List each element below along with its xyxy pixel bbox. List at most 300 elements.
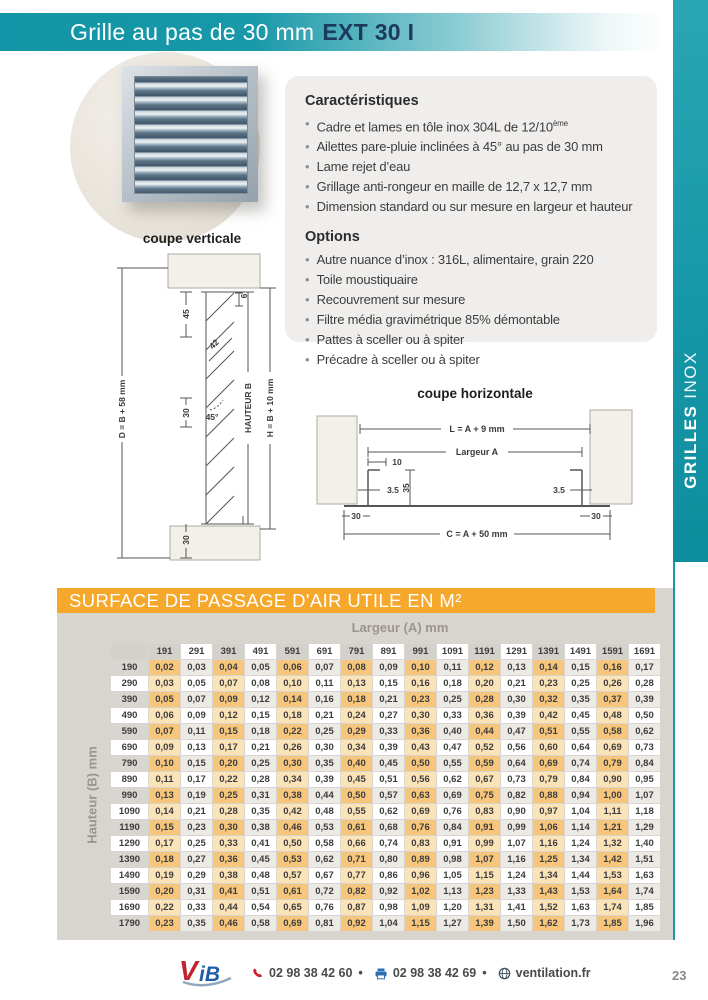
table-cell: 1,53 xyxy=(565,884,596,899)
bullet-icon: • xyxy=(305,139,310,155)
section-banner: SURFACE DE PASSAGE D'AIR UTILE EN M² xyxy=(57,588,655,613)
table-cell: 0,18 xyxy=(437,676,468,691)
table-cell: 0,50 xyxy=(629,708,660,723)
table-cell: 0,13 xyxy=(341,676,372,691)
bullet-text: Grillage anti-rongeur en maille de 12,7 x 12,7 mm xyxy=(316,179,593,195)
dim-30-mid-label: 30 xyxy=(181,408,191,418)
table-cell: 0,32 xyxy=(533,692,564,707)
dim-35-right-label: 3.5 xyxy=(553,485,565,495)
bullet-icon: • xyxy=(305,159,310,175)
row-header-cell: 1590 xyxy=(111,884,148,899)
table-row xyxy=(111,820,660,835)
bullet-icon: • xyxy=(305,116,310,131)
table-cell: 0,33 xyxy=(373,724,404,739)
dim-30-left-label: 30 xyxy=(351,511,361,521)
table-cell: 1,53 xyxy=(597,868,628,883)
table-cell: 0,29 xyxy=(181,868,212,883)
table-cell: 1,44 xyxy=(565,868,596,883)
table-cell: 0,26 xyxy=(277,740,308,755)
bullet-icon: • xyxy=(305,292,310,308)
table-cell: 0,58 xyxy=(309,836,340,851)
table-cell: 0,10 xyxy=(405,660,436,675)
table-row xyxy=(111,804,660,819)
table-cell: 0,28 xyxy=(245,772,276,787)
table-cell: 0,36 xyxy=(213,852,244,867)
col-header-cell: 991 xyxy=(405,644,436,659)
angle-45-label: 45° xyxy=(205,412,219,422)
table-cell: 1,63 xyxy=(629,868,660,883)
table-cell: 1,50 xyxy=(501,916,532,931)
col-header-cell: 1391 xyxy=(533,644,564,659)
table-cell: 0,59 xyxy=(469,756,500,771)
table-cell: 0,76 xyxy=(309,900,340,915)
table-cell: 0,95 xyxy=(629,772,660,787)
table-cell: 0,63 xyxy=(405,788,436,803)
table-cell: 0,82 xyxy=(501,788,532,803)
col-header-cell: 1691 xyxy=(629,644,660,659)
largeur-a-label: Largeur A xyxy=(455,447,499,457)
table-cell: 0,66 xyxy=(341,836,372,851)
table-cell: 0,33 xyxy=(213,836,244,851)
table-cell: 0,27 xyxy=(373,708,404,723)
table-cell: 0,23 xyxy=(405,692,436,707)
table-cell: 0,47 xyxy=(437,740,468,755)
table-cell: 0,39 xyxy=(309,772,340,787)
dim-h-label: H = B + 10 mm xyxy=(265,378,275,438)
table-cell: 1,20 xyxy=(437,900,468,915)
dim-35v-label: 35 xyxy=(401,483,411,493)
table-cell: 0,25 xyxy=(245,756,276,771)
table-cell: 0,12 xyxy=(469,660,500,675)
bullet-item xyxy=(305,270,649,290)
table-cell: 0,92 xyxy=(341,916,372,931)
col-header-cell: 1491 xyxy=(565,644,596,659)
table-row xyxy=(111,852,660,867)
table-cell: 0,56 xyxy=(501,740,532,755)
table-cell: 0,58 xyxy=(597,724,628,739)
table-cell: 1,02 xyxy=(405,884,436,899)
table-cell: 0,86 xyxy=(373,868,404,883)
table-cell: 0,98 xyxy=(373,900,404,915)
bullet-icon: • xyxy=(305,252,310,268)
table-cell: 0,13 xyxy=(181,740,212,755)
col-header-cell: 891 xyxy=(373,644,404,659)
table-cell: 0,19 xyxy=(181,788,212,803)
col-header-cell: 1191 xyxy=(469,644,500,659)
table-cell: 0,35 xyxy=(309,756,340,771)
website: ventilation.fr xyxy=(515,966,591,980)
table-cell: 1,52 xyxy=(533,900,564,915)
row-header-cell: 290 xyxy=(111,676,148,691)
col-header-cell: 591 xyxy=(277,644,308,659)
table-cell: 0,48 xyxy=(597,708,628,723)
table-cell: 0,09 xyxy=(181,708,212,723)
table-cell: 0,16 xyxy=(597,660,628,675)
table-cell: 0,30 xyxy=(501,692,532,707)
table-cell: 0,51 xyxy=(373,772,404,787)
table-cell: 0,84 xyxy=(565,772,596,787)
logo-v: V xyxy=(179,955,198,986)
col-header-cell: 691 xyxy=(309,644,340,659)
table-cell: 0,56 xyxy=(405,772,436,787)
bullet-item xyxy=(305,290,649,310)
table-cell: 0,91 xyxy=(437,836,468,851)
table-cell: 1,74 xyxy=(597,900,628,915)
table-cell: 0,58 xyxy=(245,916,276,931)
table-row xyxy=(111,788,660,803)
bullet-item xyxy=(305,177,649,197)
table-cell: 0,62 xyxy=(373,804,404,819)
bullet-item xyxy=(305,137,649,157)
col-header-cell: 1091 xyxy=(437,644,468,659)
table-cell: 0,74 xyxy=(373,836,404,851)
table-cell: 0,12 xyxy=(213,708,244,723)
side-banner xyxy=(673,0,708,562)
table-cell: 0,31 xyxy=(181,884,212,899)
table-cell: 0,07 xyxy=(149,724,180,739)
table-cell: 0,92 xyxy=(373,884,404,899)
bullet-item xyxy=(305,157,649,177)
table-cell: 0,09 xyxy=(149,740,180,755)
table-cell: 0,21 xyxy=(373,692,404,707)
table-cell: 0,69 xyxy=(533,756,564,771)
table-cell: 0,48 xyxy=(309,804,340,819)
bullet-item xyxy=(305,350,649,370)
table-cell: 0,38 xyxy=(213,868,244,883)
table-row xyxy=(111,884,660,899)
table-cell: 0,88 xyxy=(533,788,564,803)
table-cell: 0,81 xyxy=(309,916,340,931)
table-cell: 0,05 xyxy=(245,660,276,675)
table-cell: 0,13 xyxy=(501,660,532,675)
table-cell: 1,34 xyxy=(533,868,564,883)
table-cell: 0,15 xyxy=(213,724,244,739)
table-cell: 1,06 xyxy=(533,820,564,835)
table-cell: 0,20 xyxy=(149,884,180,899)
row-header-cell: 790 xyxy=(111,756,148,771)
characteristics-box xyxy=(285,76,657,368)
table-cell: 0,17 xyxy=(149,836,180,851)
table-cell: 0,20 xyxy=(469,676,500,691)
table-cell: 0,35 xyxy=(565,692,596,707)
page-title xyxy=(70,13,414,51)
table-cell: 0,13 xyxy=(149,788,180,803)
table-cell: 0,10 xyxy=(149,756,180,771)
table-cell: 0,39 xyxy=(501,708,532,723)
surface-table xyxy=(110,643,661,932)
table-cell: 0,16 xyxy=(309,692,340,707)
horizontal-section-title: coupe horizontale xyxy=(417,386,533,401)
table-cell: 0,57 xyxy=(373,788,404,803)
table-cell: 0,67 xyxy=(469,772,500,787)
table-cell: 0,94 xyxy=(565,788,596,803)
table-cell: 0,30 xyxy=(405,708,436,723)
table-row xyxy=(111,660,660,675)
dim-l-label: L = A + 9 mm xyxy=(449,424,505,434)
table-cell: 1,74 xyxy=(629,884,660,899)
table-cell: 1,14 xyxy=(565,820,596,835)
col-header-cell: 391 xyxy=(213,644,244,659)
bullet-icon: • xyxy=(305,199,310,215)
table-cell: 0,26 xyxy=(597,676,628,691)
table-cell: 0,24 xyxy=(341,708,372,723)
table-cell: 0,98 xyxy=(437,852,468,867)
table-cell: 0,15 xyxy=(565,660,596,675)
table-cell: 0,11 xyxy=(437,660,468,675)
page-title-model: EXT 30 I xyxy=(322,19,415,45)
table-cell: 0,42 xyxy=(533,708,564,723)
table-cell: 0,46 xyxy=(213,916,244,931)
table-cell: 1,07 xyxy=(469,852,500,867)
table-cell: 0,57 xyxy=(277,868,308,883)
table-cell: 0,06 xyxy=(149,708,180,723)
bullet-text: Filtre média gravimétrique 85% démontable xyxy=(316,312,560,328)
table-cell: 1,34 xyxy=(565,852,596,867)
table-cell: 0,44 xyxy=(309,788,340,803)
table-cell: 1,25 xyxy=(533,852,564,867)
table-cell: 1,85 xyxy=(597,916,628,931)
table-cell: 1,13 xyxy=(437,884,468,899)
table-cell: 1,33 xyxy=(501,884,532,899)
table-row xyxy=(111,756,660,771)
table-cell: 1,16 xyxy=(533,836,564,851)
table-cell: 0,25 xyxy=(181,836,212,851)
table-cell: 0,22 xyxy=(277,724,308,739)
table-cell: 0,11 xyxy=(149,772,180,787)
table-cell: 0,83 xyxy=(469,804,500,819)
bullet-text: Ailettes pare-pluie inclinées à 45° au pas de 30 mm xyxy=(316,139,603,155)
table-cell: 0,64 xyxy=(501,756,532,771)
table-cell: 0,40 xyxy=(437,724,468,739)
row-header-cell: 890 xyxy=(111,772,148,787)
table-cell: 0,14 xyxy=(533,660,564,675)
separator: • xyxy=(358,966,363,980)
table-cell: 0,14 xyxy=(149,804,180,819)
table-cell: 0,87 xyxy=(341,900,372,915)
table-cell: 0,16 xyxy=(405,676,436,691)
table-cell: 0,12 xyxy=(245,692,276,707)
table-cell: 1,63 xyxy=(565,900,596,915)
table-cell: 0,37 xyxy=(597,692,628,707)
vertical-section-title: coupe verticale xyxy=(142,231,242,246)
row-header-cell: 590 xyxy=(111,724,148,739)
table-cell: 0,50 xyxy=(341,788,372,803)
bullet-text: Dimension standard ou sur mesure en largeur et hauteur xyxy=(316,199,633,215)
row-header-cell: 1690 xyxy=(111,900,148,915)
table-cell: 0,68 xyxy=(373,820,404,835)
bullet-icon: • xyxy=(305,352,310,368)
table-cell: 0,17 xyxy=(629,660,660,675)
table-cell: 0,09 xyxy=(213,692,244,707)
table-cell: 0,79 xyxy=(597,756,628,771)
table-row xyxy=(111,868,660,883)
table-cell: 0,09 xyxy=(373,660,404,675)
table-cell: 1,05 xyxy=(437,868,468,883)
table-cell: 1,85 xyxy=(629,900,660,915)
table-cell: 0,62 xyxy=(629,724,660,739)
dim-35-left-label: 3.5 xyxy=(387,485,399,495)
table-cell: 0,18 xyxy=(245,724,276,739)
table-cell: 1,04 xyxy=(373,916,404,931)
table-cell: 0,21 xyxy=(181,804,212,819)
page-number: 23 xyxy=(672,968,687,983)
table-cell: 0,36 xyxy=(405,724,436,739)
table-row xyxy=(111,692,660,707)
table-cell: 0,61 xyxy=(341,820,372,835)
bullet-text: Toile moustiquaire xyxy=(316,272,418,288)
table-cell: 0,76 xyxy=(405,820,436,835)
table-cell: 0,77 xyxy=(341,868,372,883)
table-cell: 0,15 xyxy=(149,820,180,835)
table-cell: 0,35 xyxy=(181,916,212,931)
table-cell: 0,90 xyxy=(501,804,532,819)
page-title-regular: Grille au pas de 30 mm xyxy=(70,19,315,45)
table-cell: 0,05 xyxy=(149,692,180,707)
table-cell: 1,40 xyxy=(629,836,660,851)
table-cell: 0,55 xyxy=(565,724,596,739)
table-cell: 0,21 xyxy=(309,708,340,723)
dim-c-label: C = A + 50 mm xyxy=(446,529,508,539)
table-cell: 0,55 xyxy=(341,804,372,819)
table-cell: 0,34 xyxy=(277,772,308,787)
row-header-cell: 990 xyxy=(111,788,148,803)
table-cell: 1,04 xyxy=(565,804,596,819)
table-cell: 0,69 xyxy=(437,788,468,803)
table-cell: 1,64 xyxy=(597,884,628,899)
row-header-cell: 1490 xyxy=(111,868,148,883)
bullet-text: Précadre à sceller ou à spiter xyxy=(316,352,480,368)
table-cell: 0,42 xyxy=(277,804,308,819)
table-cell: 0,80 xyxy=(373,852,404,867)
table-cell: 1,31 xyxy=(469,900,500,915)
table-cell: 0,33 xyxy=(181,900,212,915)
bullet-item xyxy=(305,250,649,270)
table-cell: 0,69 xyxy=(405,804,436,819)
table-cell: 0,53 xyxy=(277,852,308,867)
row-header-cell: 690 xyxy=(111,740,148,755)
table-cell: 0,55 xyxy=(437,756,468,771)
table-cell: 0,90 xyxy=(597,772,628,787)
bullet-icon: • xyxy=(305,179,310,195)
table-cell: 0,22 xyxy=(213,772,244,787)
table-cell: 0,47 xyxy=(501,724,532,739)
col-header-cell: 1291 xyxy=(501,644,532,659)
table-row xyxy=(111,900,660,915)
bullet-text: Cadre et lames en tôle inox 304L de 12/10ème xyxy=(316,119,568,135)
table-cell: 0,17 xyxy=(181,772,212,787)
bullet-text: Lame rejet d’eau xyxy=(316,159,411,175)
table-cell: 0,50 xyxy=(277,836,308,851)
table-cell: 0,67 xyxy=(309,868,340,883)
table-cell: 0,18 xyxy=(277,708,308,723)
phone-icon xyxy=(251,967,264,980)
bullet-item xyxy=(305,310,649,330)
table-cell: 1,42 xyxy=(597,852,628,867)
table-row xyxy=(111,772,660,787)
table-cell: 0,23 xyxy=(533,676,564,691)
table-cell: 0,28 xyxy=(629,676,660,691)
table-cell: 1,15 xyxy=(469,868,500,883)
table-cell: 0,14 xyxy=(277,692,308,707)
table-cell: 0,74 xyxy=(565,756,596,771)
table-cell: 1,00 xyxy=(597,788,628,803)
row-header-cell: 490 xyxy=(111,708,148,723)
table-cell: 1,16 xyxy=(501,852,532,867)
table-cell: 1,15 xyxy=(405,916,436,931)
table-cell: 1,18 xyxy=(629,804,660,819)
table-cell: 0,62 xyxy=(437,772,468,787)
col-axis-label: Largeur (A) mm xyxy=(351,620,449,635)
table-cell: 0,04 xyxy=(213,660,244,675)
fax-icon xyxy=(374,967,388,980)
table-cell: 0,48 xyxy=(245,868,276,883)
dim-42-label: 42 xyxy=(207,337,221,351)
side-banner-bold: GRILLES xyxy=(680,404,700,489)
footer xyxy=(0,940,708,1000)
table-cell: 0,45 xyxy=(373,756,404,771)
table-cell: 0,25 xyxy=(565,676,596,691)
table-cell: 0,40 xyxy=(341,756,372,771)
bullet-text: Pattes à sceller ou à spiter xyxy=(316,332,465,348)
table-cell: 0,35 xyxy=(245,804,276,819)
table-cell: 0,46 xyxy=(277,820,308,835)
grille-louvers xyxy=(134,76,248,194)
dim-d-label: D = B + 58 mm xyxy=(117,379,127,439)
globe-icon xyxy=(498,967,511,980)
header-band xyxy=(0,13,660,51)
table-cell: 0,41 xyxy=(213,884,244,899)
logo-ib: iB xyxy=(199,963,220,986)
row-header-cell: 1090 xyxy=(111,804,148,819)
horizontal-section-diagram xyxy=(306,400,656,550)
table-cell: 0,08 xyxy=(341,660,372,675)
table-cell: 0,18 xyxy=(341,692,372,707)
table-cell: 0,99 xyxy=(469,836,500,851)
table-cell: 0,07 xyxy=(213,676,244,691)
table-cell: 0,22 xyxy=(149,900,180,915)
table-cell: 0,69 xyxy=(277,916,308,931)
table-cell: 0,82 xyxy=(341,884,372,899)
table-cell: 0,53 xyxy=(309,820,340,835)
table-cell: 0,97 xyxy=(533,804,564,819)
row-header-cell: 1790 xyxy=(111,916,148,931)
table-cell: 0,28 xyxy=(213,804,244,819)
table-cell: 0,17 xyxy=(213,740,244,755)
row-axis-label: Hauteur (B) mm xyxy=(84,746,100,844)
row-header-cell: 390 xyxy=(111,692,148,707)
table-cell: 0,11 xyxy=(181,724,212,739)
table-cell: 0,08 xyxy=(245,676,276,691)
table-header-row xyxy=(111,644,660,659)
dim-30-right-label: 30 xyxy=(591,511,601,521)
table-cell: 0,30 xyxy=(309,740,340,755)
table-cell: 0,76 xyxy=(437,804,468,819)
table-cell: 0,15 xyxy=(245,708,276,723)
table-cell: 0,84 xyxy=(629,756,660,771)
side-banner-label xyxy=(681,351,701,489)
table-cell: 0,91 xyxy=(469,820,500,835)
bullet-item xyxy=(305,114,649,137)
table-cell: 0,30 xyxy=(277,756,308,771)
table-cell: 0,20 xyxy=(213,756,244,771)
table-cell: 0,96 xyxy=(405,868,436,883)
table-cell: 1,07 xyxy=(501,836,532,851)
characteristics-title: Caractéristiques xyxy=(305,93,419,109)
table-cell: 0,15 xyxy=(373,676,404,691)
vertical-section-diagram xyxy=(106,248,288,570)
table-cell: 0,44 xyxy=(213,900,244,915)
table-cell: 0,41 xyxy=(245,836,276,851)
